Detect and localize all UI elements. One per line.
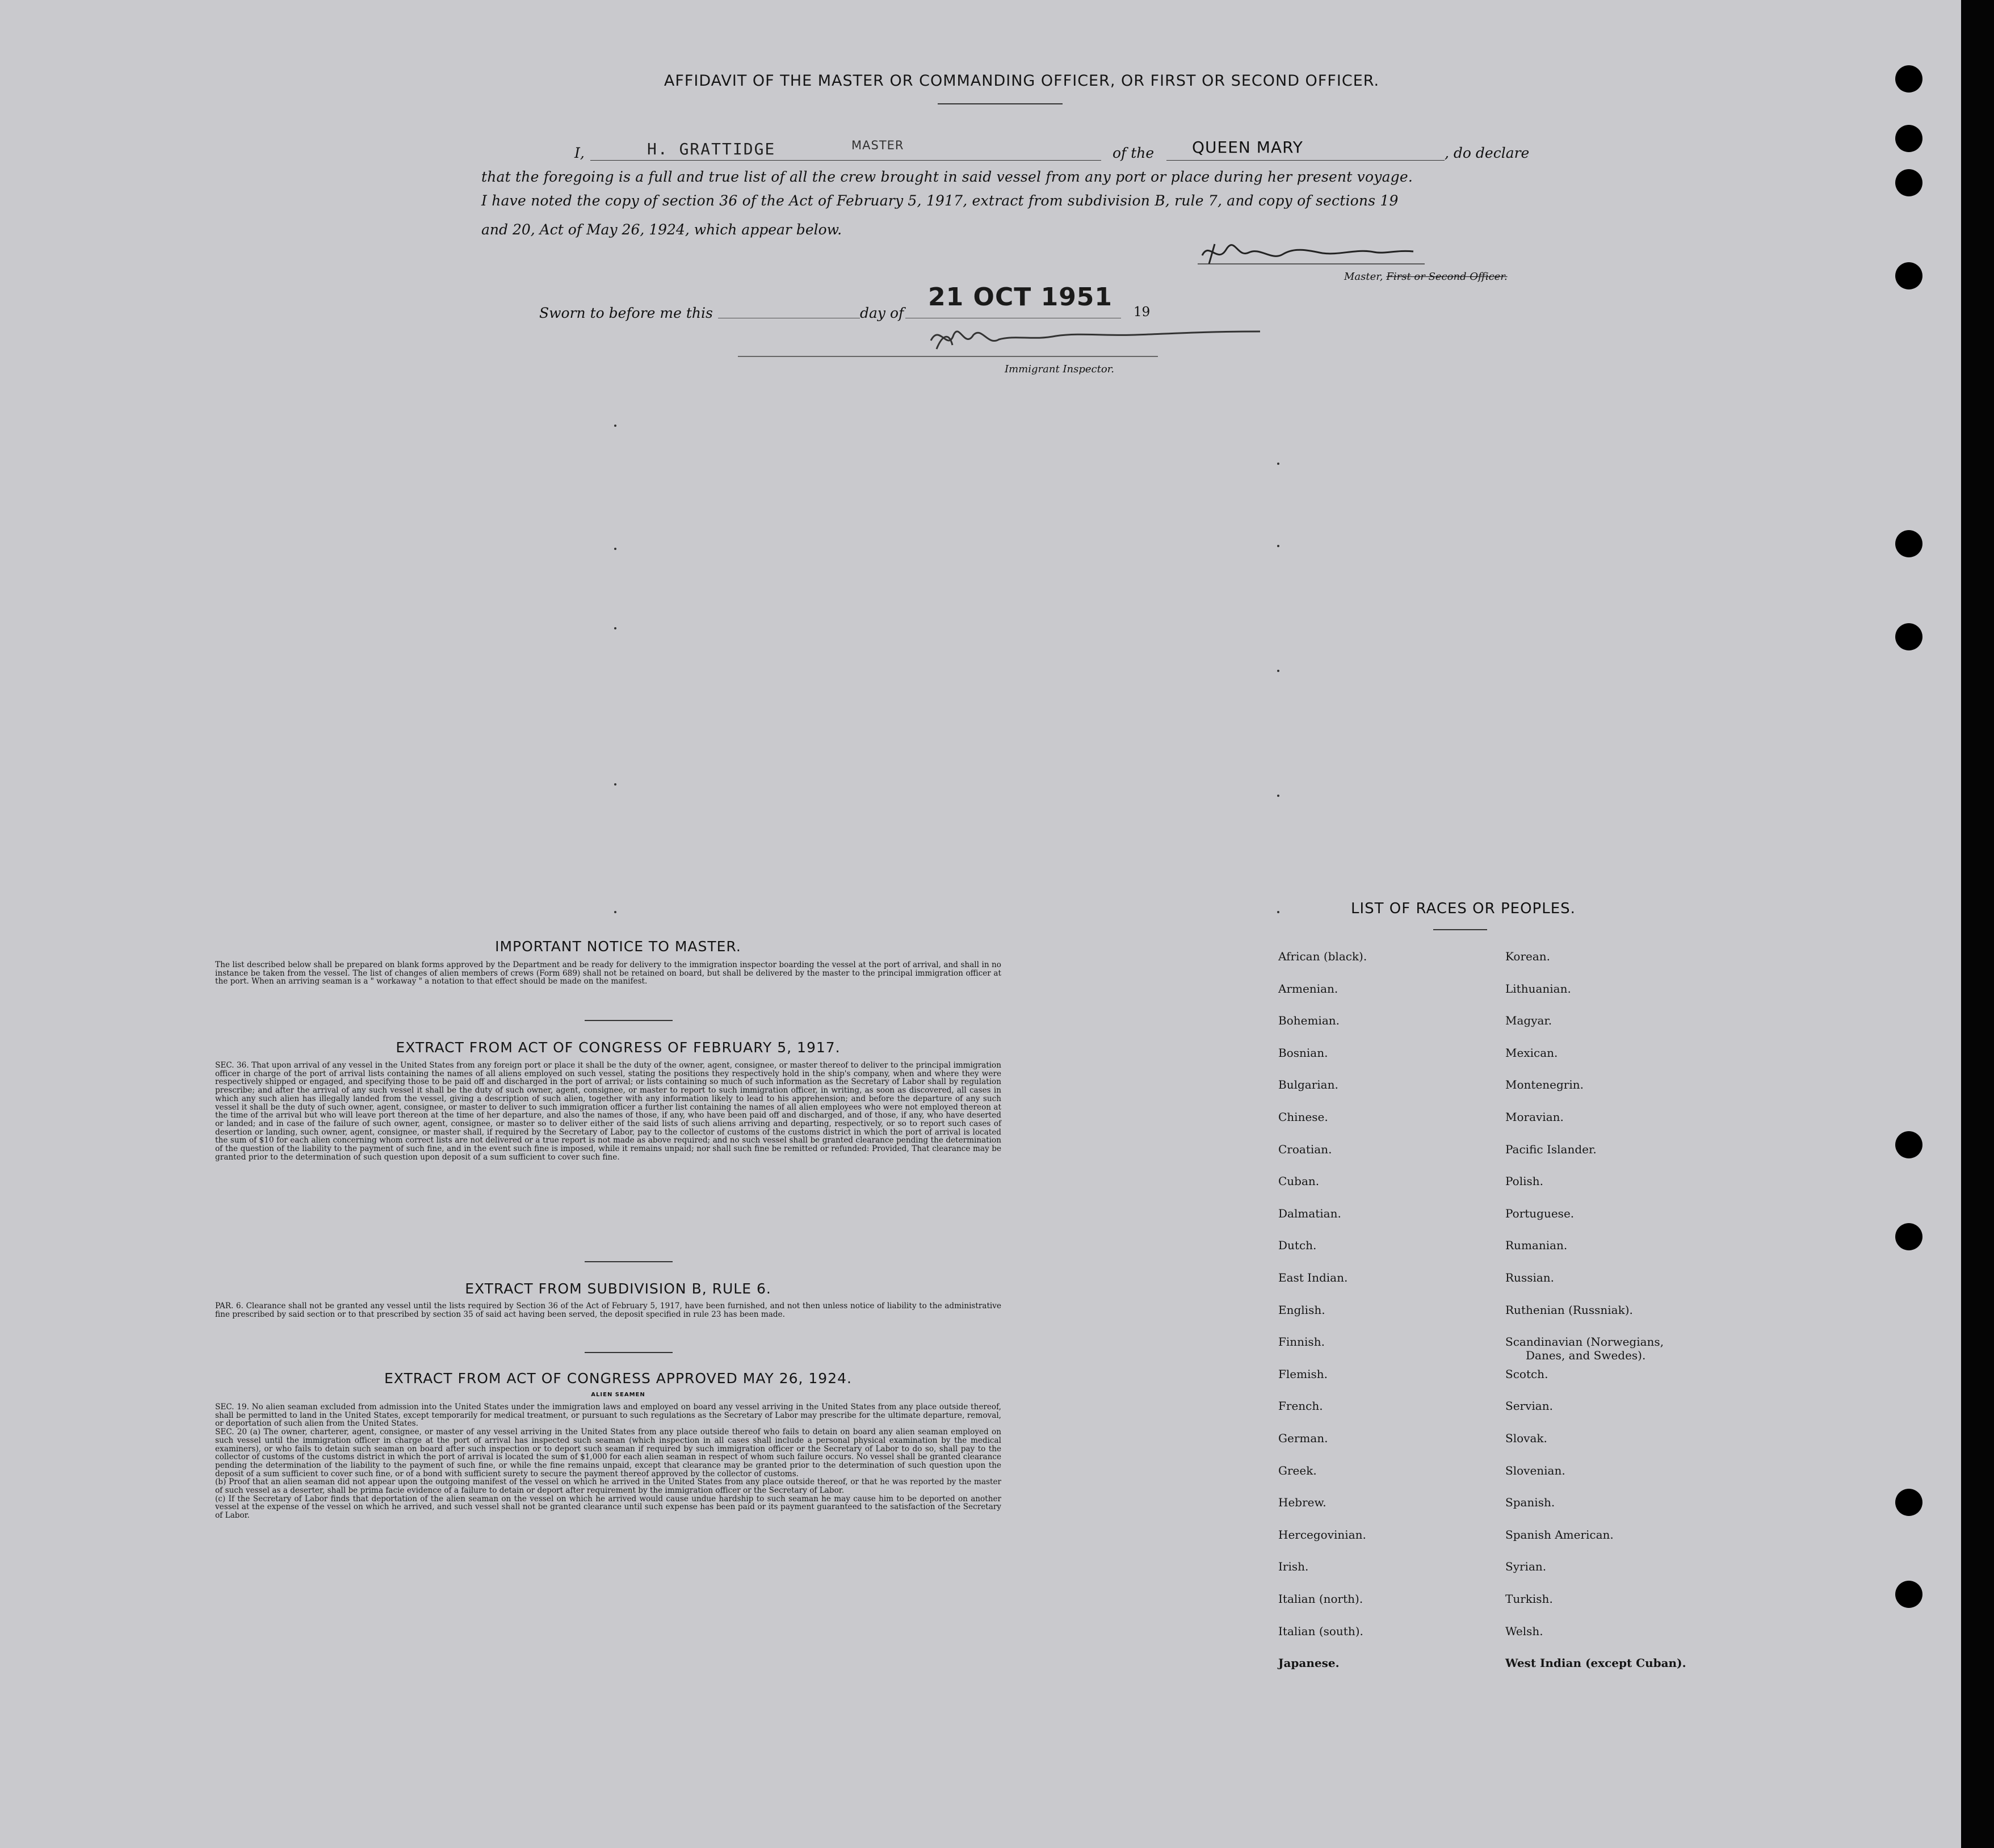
races-underline: [1433, 929, 1487, 930]
race-right-item: Slovak.: [1505, 1431, 1547, 1445]
race-right-item: Korean.: [1505, 950, 1551, 963]
inspector-signature: [738, 318, 1271, 363]
race-left-item: African (black).: [1278, 950, 1367, 963]
race-left-item: Hercegovinian.: [1278, 1527, 1366, 1542]
race-left-item: Flemish.: [1278, 1367, 1328, 1381]
race-left-item: Dutch.: [1278, 1238, 1317, 1253]
race-right-item: Lithuanian.: [1505, 981, 1571, 996]
race-left-item: Japanese.: [1278, 1656, 1340, 1670]
race-right-item: Polish.: [1505, 1174, 1543, 1188]
subdivision-divider: [585, 1352, 673, 1353]
race-right-item: Pacific Islander.: [1505, 1142, 1597, 1156]
race-right-item: Mexican.: [1505, 1045, 1558, 1060]
i-label: I,: [574, 145, 585, 161]
date-stamp: 21 OCT 1951: [928, 283, 1113, 312]
sec-20c-text: (c) If the Secretary of Labor finds that deportation of the alien seaman on the vessel on which he arrived would cause undue hardship to such seaman he may cause him to be deported on another vessel at the expense of the vessel on which he arrived, and such vessel shall not be granted clearance until such expense has been paid or its payment guaranteed to the satisfaction of the Secretary of Labor.: [215, 1494, 1001, 1521]
race-left-item: Cuban.: [1278, 1174, 1320, 1188]
mark-dot: [1277, 670, 1279, 672]
subdivision-heading: EXTRACT FROM SUBDIVISION B, RULE 6.: [465, 1280, 771, 1297]
do-declare-label: , do declare: [1445, 145, 1530, 161]
mark-dot: [1277, 463, 1279, 465]
punch-hole: [1895, 1489, 1922, 1516]
race-right-item: Ruthenian (Russniak).: [1505, 1303, 1633, 1317]
declaration-line-4: and 20, Act of May 26, 1924, which appear below.: [481, 221, 842, 238]
race-right-item: West Indian (except Cuban).: [1505, 1656, 1686, 1670]
race-right-item: Scandinavian (Norwegians,: [1505, 1335, 1664, 1349]
punch-hole: [1895, 1223, 1922, 1250]
declaration-line-3: I have noted the copy of section 36 of the Act of February 5, 1917, extract from subdivision B, rule 7, and copy of sections 19: [481, 192, 1399, 209]
notice-text: The list described below shall be prepared on blank forms approved by the Department and be ready for delivery to the immigration inspector boarding the vessel at the port of arrival, and shall in no instance be taken from the vessel. The list of changes of alien members of crews (Form 689) shall not be retained on board, but shall be delivered by the master to the principal immigration officer at the port. When an arriving seaman is a " workaway " a notation to that effect should be made on the manifest.: [215, 960, 1001, 986]
race-right-item: Welsh.: [1505, 1624, 1543, 1638]
race-right-item: Spanish American.: [1505, 1527, 1614, 1542]
title-underline: [938, 103, 1063, 104]
extract-1917-text: SEC. 36. That upon arrival of any vessel in the United States from any foreign port or place it shall be the duty of the owner, agent, consignee, or master thereof to deliver to the principal immigration officer in charge of the port of arrival lists containing the names of all aliens employed on such vessel, stating the positions they respectively hold in the ship's company, when and where they were respectively shipped or engaged, and specifying those to be paid off and discharged in the port of arrival; or lists containing so much of such information as the Secretary of Labor shall by regulation prescribe; and after the arrival of any such vessel it shall be the duty of such owner, agent, consignee, or master to report to such immigration officer, in writing, as soon as discovered, all cases in which any such alien has illegally landed from the vessel, giving a description of such alien, together with any information likely to lead to his apprehension; and before the departure of any such vessel it shall be the duty of such owner, agent, consignee, or master to deliver to such immigration officer a further list containing the names of all alien employees who were not employed thereon at the time of the arrival but who will leave port thereon at the time of her departure, and also the names of those, if any, who have been paid off and discharged, and of those, if any, who have deserted or landed; and in case of the failure of such owner, agent, consignee, or master so to deliver either of the said lists of such aliens arriving and departing, respectively, or so to report such cases of desertion or landing, such owner, agent, consignee, or master shall, if required by the Secretary of Labor, pay to the collector of customs of the customs district in which the port of arrival is located the sum of $10 for each alien concerning whom correct lists are not delivered or a true report is not made as above required; and no such vessel shall be granted clearance pending the determination of the question of the liability to the payment of such fine, and in the event such fine is imposed, while it remains unpaid; nor shall such fine be remitted or refunded: Provided, That clearance may be granted prior to the determination of such question upon deposit of a sum sufficient to cover such fine.: [215, 1061, 1001, 1162]
race-right-item: Servian.: [1505, 1399, 1553, 1413]
master-caption: Master,: [1344, 271, 1387, 283]
race-right-item: Magyar.: [1505, 1014, 1552, 1028]
notice-divider: [585, 1020, 673, 1021]
race-right-item: Russian.: [1505, 1271, 1555, 1284]
punch-hole: [1895, 1131, 1922, 1158]
punch-hole: [1895, 65, 1922, 93]
name-line: [590, 160, 1101, 161]
race-left-item: Dalmatian.: [1278, 1206, 1341, 1220]
race-right-item: Syrian.: [1505, 1560, 1547, 1574]
race-left-item: Finnish.: [1278, 1335, 1325, 1349]
vessel-line: [1166, 160, 1445, 161]
race-left-item: Bosnian.: [1278, 1045, 1328, 1060]
race-right-item: Scotch.: [1505, 1367, 1548, 1381]
punch-hole: [1895, 1581, 1922, 1608]
race-right-item: Slovenian.: [1505, 1463, 1565, 1477]
alien-seamen-subheading: ALIEN SEAMEN: [591, 1392, 645, 1398]
race-right-item: Rumanian.: [1505, 1238, 1568, 1253]
year-label: 19: [1134, 305, 1151, 320]
punch-hole: [1895, 262, 1922, 289]
race-right-item: Montenegrin.: [1505, 1078, 1584, 1092]
races-heading: LIST OF RACES OR PEOPLES.: [1351, 900, 1576, 917]
mark-dot: [614, 911, 616, 913]
master-name: H. GRATTIDGE: [647, 140, 776, 158]
race-left-item: Croatian.: [1278, 1142, 1332, 1156]
race-left-item: English.: [1278, 1303, 1325, 1317]
sec-19-text: SEC. 19. No alien seaman excluded from admission into the United States under the immigration laws and employed on board any vessel arriving in the United States from any place outside thereof, shall be permitted to land in the United States, except temporarily for medical treatment, or pursuant to such regulations as the Secretary of Labor may prescribe for the ultimate departure, removal, or deportation of such alien from the United States.: [215, 1402, 1001, 1429]
race-left-item: East Indian.: [1278, 1271, 1348, 1284]
mark-dot: [1277, 545, 1279, 547]
mark-dot: [1277, 795, 1279, 797]
master-rank: MASTER: [851, 138, 904, 152]
extract-1917-heading: EXTRACT FROM ACT OF CONGRESS OF FEBRUARY 5, 1917.: [396, 1039, 841, 1056]
day-of-label: day of: [860, 305, 904, 321]
inspector-caption: Immigrant Inspector.: [1005, 363, 1115, 375]
signature-caption: [1344, 271, 1508, 283]
of-the-label: of the: [1113, 145, 1155, 161]
sec-20b-text: (b) Proof that an alien seaman did not appear upon the outgoing manifest of the vessel on which he arrived in the United States from any place outside thereof, or that he was reported by the master of such vessel as a deserter, shall be prima facie evidence of a failure to detain or deport after requirement by the immigration officer or the Secretary of Labor.: [215, 1477, 1001, 1496]
race-left-item: Italian (south).: [1278, 1624, 1363, 1638]
race-right-item: Turkish.: [1505, 1592, 1553, 1606]
extract-1924-text: [215, 1403, 1001, 1520]
punch-hole: [1895, 125, 1922, 152]
race-scandinavian-continued: Danes, and Swedes).: [1526, 1349, 1646, 1362]
race-left-item: Armenian.: [1278, 981, 1338, 996]
extract-1924-heading: EXTRACT FROM ACT OF CONGRESS APPROVED MAY 26, 1924.: [384, 1370, 852, 1387]
mark-dot: [614, 425, 616, 427]
race-right-item: Moravian.: [1505, 1110, 1564, 1124]
race-left-item: Hebrew.: [1278, 1496, 1326, 1510]
race-right-item: Portuguese.: [1505, 1206, 1575, 1220]
mark-dot: [1277, 911, 1279, 913]
sec-20a-text: SEC. 20 (a) The owner, charterer, agent, consignee, or master of any vessel arriving in the United States from any place outside thereof who fails to detain on board any alien seaman employed on such vessel until the immigration officer in charge at the port of arrival has inspected such seaman (which inspection in all cases shall include a personal physical examination by the medical examiners), or who fails to detain such seaman on board after such inspection or to deport such seaman if required by such immigration officer or the Secretary of Labor to do so, shall pay to the collector of customs of the customs district in which the port of arrival is located the sum of $1,000 for each alien seaman in respect of whom such failure occurs. No vessel shall be granted clearance pending the determination of the liability to the payment of such fine, or while the fine remains unpaid, except that clearance may be granted prior to the determination of such question upon the deposit of a sum sufficient to cover such fine, or of a bond with sufficient surety to secure the payment thereof approved by the collector of customs.: [215, 1427, 1001, 1479]
race-right-item: Spanish.: [1505, 1496, 1555, 1510]
subdivision-text: PAR. 6. Clearance shall not be granted any vessel until the lists required by Section 36 of the Act of February 5, 1917, have been furnished, and not then unless notice of liability to the administrative fine prescribed by said section or to that prescribed by section 35 of said act having been served, the deposit specified in rule 23 has been made.: [215, 1301, 1001, 1319]
master-signature: [1192, 233, 1430, 272]
race-left-item: Italian (north).: [1278, 1592, 1363, 1606]
affidavit-title: AFFIDAVIT OF THE MASTER OR COMMANDING OFFICER, OR FIRST OR SECOND OFFICER.: [664, 72, 1380, 90]
race-left-item: Bulgarian.: [1278, 1078, 1338, 1092]
race-left-item: Chinese.: [1278, 1110, 1328, 1124]
struck-caption: First or Second Officer.: [1386, 271, 1508, 283]
race-left-item: German.: [1278, 1431, 1328, 1445]
punch-hole: [1895, 169, 1922, 196]
extract-1917-divider: [585, 1261, 673, 1262]
punch-hole: [1895, 623, 1922, 650]
race-left-item: French.: [1278, 1399, 1323, 1413]
sworn-label: Sworn to before me this: [539, 305, 713, 321]
mark-dot: [614, 548, 616, 550]
race-left-item: Irish.: [1278, 1560, 1309, 1574]
mark-dot: [614, 783, 616, 786]
declaration-line-2: that the foregoing is a full and true list of all the crew brought in said vessel from any port or place during her present voyage.: [481, 169, 1413, 185]
mark-dot: [614, 627, 616, 629]
notice-heading: IMPORTANT NOTICE TO MASTER.: [495, 938, 741, 955]
vessel-name: QUEEN MARY: [1192, 138, 1303, 157]
race-left-item: Greek.: [1278, 1463, 1317, 1477]
punch-hole: [1895, 530, 1922, 557]
race-left-item: Bohemian.: [1278, 1014, 1340, 1028]
